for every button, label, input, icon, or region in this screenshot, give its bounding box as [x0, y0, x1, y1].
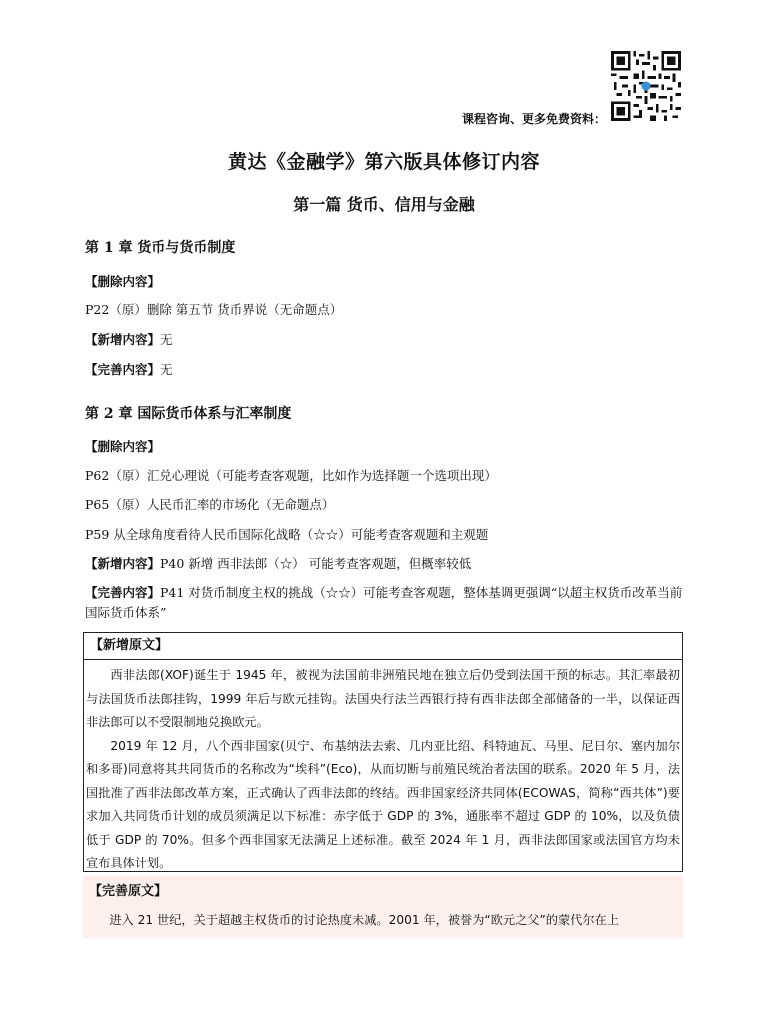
- document-title: 黄达《金融学》第六版具体修订内容: [227, 151, 540, 173]
- improve-value: P41 对货币制度主权的挑战（☆☆）可能考查客观题，整体基调更强调“以超主权货币改革当前国际货币体系”: [85, 585, 683, 620]
- chapter-2-delete-item: P62（原）汇兑心理说（可能考查客观题，比如作为选择题一个选项出现）: [85, 468, 497, 483]
- chapter-1-add-line: [85, 330, 685, 350]
- chapter-1-heading: 第 1 章 货币与货币制度: [85, 240, 236, 256]
- paragraph: 西非法郎(XOF)诞生于 1945 年，被视为法国前非洲殖民地在独立后仍受到法国干预的标志。其汇率最初与法国货币法郎挂钩，1999 年后与欧元挂钩。法国央行法兰西银行持有西非法郎全部储备的一半，以保证西非法郎可以不受限制地兑换欧元。: [86, 668, 680, 729]
- qr-caption: 课程咨询、更多免费资料：: [461, 112, 606, 126]
- improved-original-heading: 【完善原文】: [89, 884, 168, 899]
- chapter-2-delete-item: P59 从全球角度看待人民币国际化战略（☆☆）可能考查客观题和主观题: [85, 527, 489, 542]
- new-original-heading: 【新增原文】: [84, 633, 682, 660]
- tag-label: 【新增内容】: [85, 556, 161, 571]
- add-value: 无: [160, 332, 173, 347]
- new-original-box: [83, 632, 683, 872]
- add-value: P40 新增 西非法郎（☆） 可能考查客观题，但概率较低: [160, 556, 472, 571]
- chapter-2-heading: 第 2 章 国际货币体系与汇率制度: [85, 406, 292, 422]
- part-subtitle: 第一篇 货币、信用与金融: [293, 195, 475, 214]
- tag-label: 【新增内容】: [85, 332, 161, 347]
- chapter-1-delete-item: P22（原）删除 第五节 货币界说（无命题点）: [85, 302, 343, 317]
- tag-label: 【删除内容】: [85, 274, 161, 289]
- chapter-2-improve-line: [85, 583, 685, 623]
- tag-label: 【删除内容】: [85, 439, 161, 454]
- chapter-1-improve-line: [85, 360, 685, 380]
- chapter-2-delete-item: P65（原）人民币汇率的市场化（无命题点）: [85, 497, 335, 512]
- tag-label: 【完善内容】: [85, 585, 161, 600]
- qr-code-image: [611, 51, 681, 121]
- chapter-2-delete-tag: [85, 437, 685, 457]
- qr-code-icon: [611, 51, 681, 121]
- improve-value: 无: [160, 362, 173, 377]
- chapter-2-add-line: [85, 554, 685, 574]
- improved-original-text: 进入 21 世纪，关于超越主权货币的讨论热度未减。2001 年，被誉为“欧元之父”的蒙代尔在上: [109, 913, 619, 927]
- improved-original-box: [83, 876, 683, 938]
- tag-label: 【完善内容】: [85, 362, 161, 377]
- chapter-1-delete-tag: [85, 272, 685, 292]
- paragraph: 2019 年 12 月，八个西非国家(贝宁、布基纳法去索、几内亚比绍、科特迪瓦、马里、尼日尔、塞内加尔和多哥)同意将其共同货币的名称改为“埃科”(Eco)，从而切断与前殖民统治者法国的联系。2020 年 5 月，法国批准了西非法郎改革方案，正式确认了西非法郎的终结。西非国家经济共同体(ECOWAS，简称“西共体”)要求加入共同货币计划的成员须满足以下标准：赤字低于 GDP 的 3%，通胀率不超过 GDP 的 10%，以及负债低于 GDP 的 70%。但多个西非国家无法满足上述标准。截至 2024 年 1 月，西非法郎国家或法国官方均未宣布具体计划。: [86, 738, 680, 870]
- new-original-body: [84, 660, 682, 876]
